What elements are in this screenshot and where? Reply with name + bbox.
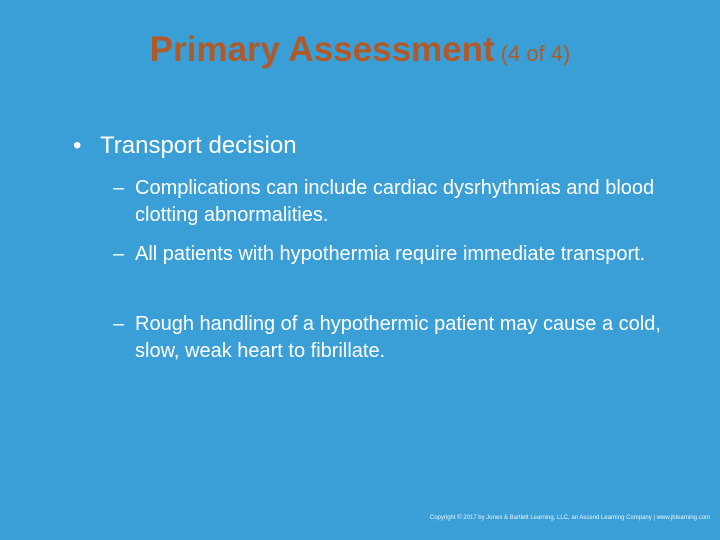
title-page-indicator: (4 of 4) [500,41,571,66]
slide-title [0,30,720,70]
sub-bullet-item [113,311,693,365]
dash-icon: – [113,243,125,265]
sub-bullet-text: Rough handling of a hypothermic patient may cause a cold, slow, weak heart to fibrillate. [135,313,661,362]
copyright-footer: Copyright © 2017 by Jones & Bartlett Learning, LLC, an Ascend Learning Company | www.jblearning.com [429,515,710,521]
title-main: Primary Assessment [149,30,495,69]
sub-bullet-text: All patients with hypothermia require immediate transport. [135,243,646,265]
sub-bullet-text: Complications can include cardiac dysrhythmias and blood clotting abnormalities. [135,177,655,226]
dash-icon: – [113,313,125,335]
sub-bullet-item [113,175,693,229]
sub-bullet-item [113,241,693,268]
bullet-item [73,132,297,160]
bullet-icon: • [73,132,82,159]
bullet-text: Transport decision [100,132,297,159]
dash-icon: – [113,177,125,199]
